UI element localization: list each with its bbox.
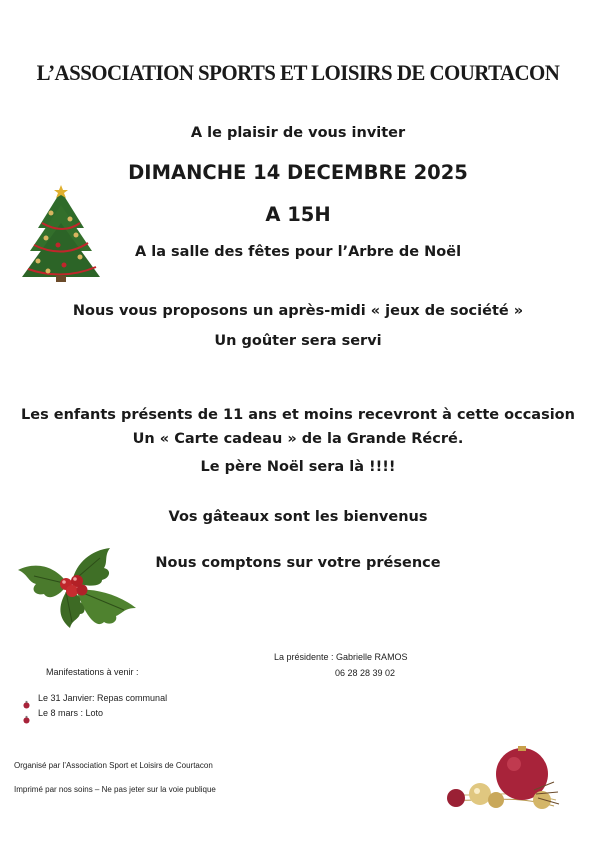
upcoming-item: Le 8 mars : Loto [38,708,104,718]
organizer-line: Organisé par l’Association Sport et Loisirs de Courtacon [14,761,213,770]
gift-card-line: Un « Carte cadeau » de la Grande Récré. [132,431,464,447]
invitation-line: A le plaisir de vous inviter [190,125,406,141]
upcoming-item: Le 31 Janvier: Repas communal [38,693,168,703]
activities-line: Nous vous proposons un après-midi « jeux de société » [72,303,524,319]
president-phone: 06 28 28 39 02 [335,668,396,678]
snack-line: Un goûter sera servi [214,333,382,349]
presence-line: Nous comptons sur votre présence [155,555,441,571]
event-date: DIMANCHE 14 DECEMBRE 2025 [128,161,468,184]
bullet-ornament-icon [22,700,31,709]
children-line: Les enfants présents de 11 ans et moins recevront à cette occasion [21,407,575,423]
christmas-tree-icon [18,183,104,283]
list-item [22,709,31,728]
event-time: A 15H [265,203,331,226]
printed-line: Imprimé par nos soins – Ne pas jeter sur la voie publique [14,785,216,794]
event-place: A la salle des fêtes pour l’Arbre de Noël [134,244,462,260]
ornaments-icon [438,748,560,814]
bullet-ornament-icon [22,715,31,724]
upcoming-heading: Manifestations à venir : [46,667,139,677]
santa-line: Le père Noël sera là !!!! [200,459,396,475]
page-title: L’ASSOCIATION SPORTS ET LOISIRS DE COURTACON [36,60,560,85]
president-name: La présidente : Gabrielle RAMOS [274,652,408,662]
cakes-line: Vos gâteaux sont les bienvenus [168,509,428,525]
